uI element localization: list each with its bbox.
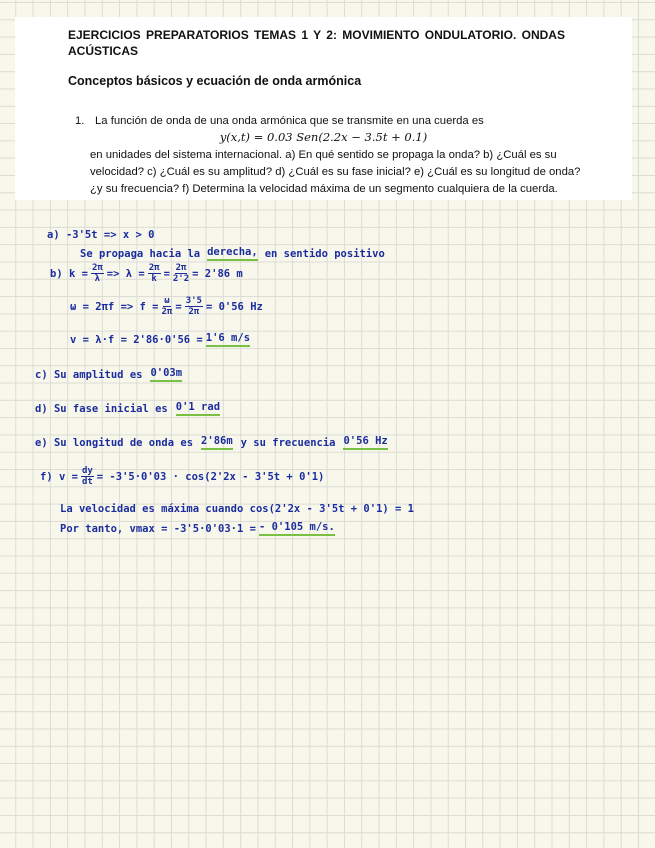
fraction: $\frac{2\pi}{k}$ (148, 263, 160, 284)
document-title: EJERCICIOS PREPARATORIOS TEMAS 1 Y 2: MOVIMIENTO ONDULATORIO. ONDAS (68, 28, 565, 42)
fraction: $\frac{dy}{dt}$ (81, 466, 93, 487)
highlighted-answer: 0'56 Hz (343, 435, 387, 450)
printed-problem-sheet (15, 17, 632, 200)
problem-text-line: ¿y su frecuencia? f) Determina la velocidad máxima de un segmento cualquiera de la cuerda. (90, 183, 558, 195)
fraction: $\frac{2\pi}{2'2}$ (172, 263, 190, 284)
note-text: Se propaga hacia la (80, 247, 201, 260)
answer-a-explanation (80, 246, 385, 261)
note-text: = (163, 267, 170, 280)
highlighted-answer: 0'03m (150, 367, 182, 382)
note-text: c) Su amplitud es (35, 368, 143, 381)
answer-f-result (60, 521, 335, 536)
highlighted-answer: 1'6 m/s (206, 332, 250, 347)
answer-f-condition (60, 503, 414, 515)
note-text: en sentido positivo (264, 247, 385, 260)
fraction: $\frac{2\pi}{\lambda}$ (91, 263, 103, 284)
problem-text-line: velocidad? c) ¿Cuál es su amplitud? d) ¿Cuál es su fase inicial? e) ¿Cuál es su longitud de onda? (90, 166, 581, 178)
note-text: a) -3'5t => x > 0 (47, 229, 155, 241)
wave-equation: y(x,t) = 0.03 Sen(2.2x − 3.5t + 0.1) (219, 130, 428, 144)
document-title-continued: ACÚSTICAS (68, 44, 139, 58)
answer-b-frequency (70, 296, 263, 317)
note-text: La velocidad es máxima cuando cos(2'2x - 3'5t + 0'1) = 1 (60, 503, 415, 515)
note-text: y su frecuencia (240, 436, 336, 449)
answer-f (40, 466, 324, 487)
note-text: v = λ·f = 2'86·0'56 = (70, 333, 203, 346)
note-text: = 0'56 Hz (205, 300, 263, 313)
fraction: $\frac{\omega}{2\pi}$ (161, 296, 173, 317)
note-text: = (175, 300, 182, 313)
answer-b-wavelength (50, 263, 243, 284)
note-text: d) Su fase inicial es (35, 402, 168, 415)
note-text: = -3'5·0'03 · cos(2'2x - 3'5t + 0'1) (96, 470, 325, 483)
highlighted-answer: derecha, (207, 246, 258, 261)
answer-e (35, 435, 388, 450)
answer-b-velocity (70, 332, 250, 347)
highlighted-answer: - 0'105 m/s. (259, 521, 335, 536)
answer-d (35, 401, 220, 416)
note-text: Por tanto, vmax = -3'5·0'03·1 = (60, 522, 256, 535)
fraction: $\frac{3'5}{2\pi}$ (185, 296, 202, 317)
problem-number: 1. (75, 115, 85, 127)
answer-c (35, 367, 182, 382)
note-text: b) k = (50, 267, 88, 280)
highlighted-answer: 0'1 rad (176, 401, 220, 416)
problem-intro: La función de onda de una onda armónica que se transmite en una cuerda es (95, 115, 484, 127)
note-text: => λ = (106, 267, 145, 280)
note-text: ω = 2πf => f = (70, 300, 159, 313)
note-text: = 2'86 m (192, 267, 243, 280)
answer-a (47, 229, 154, 241)
problem-text-line: en unidades del sistema internacional. a) En qué sentido se propaga la onda? b) ¿Cuál es su (90, 149, 557, 161)
note-text: f) v = (40, 470, 78, 483)
highlighted-answer: 2'86m (201, 435, 233, 450)
note-text: e) Su longitud de onda es (35, 436, 194, 449)
section-heading: Conceptos básicos y ecuación de onda armónica (68, 74, 362, 88)
